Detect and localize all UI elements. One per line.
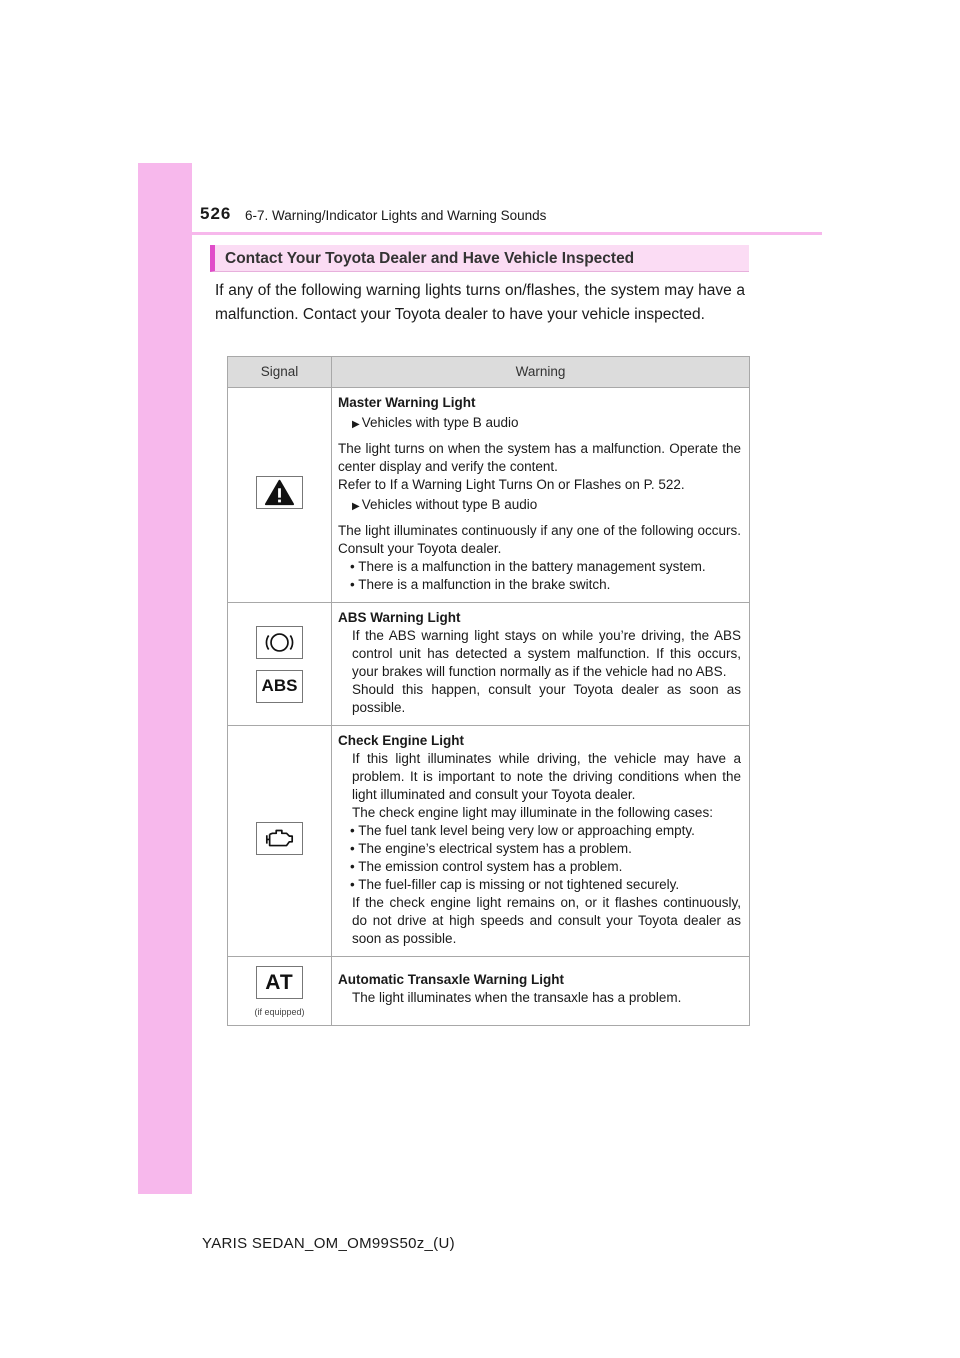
master-sub1 (338, 414, 741, 434)
signal-cell (228, 603, 332, 726)
table-header-row (228, 357, 750, 388)
at-icon: AT (256, 966, 303, 999)
table-row (228, 603, 750, 726)
warning-cell (332, 388, 750, 603)
master-sub1-text: Vehicles with type B audio (361, 415, 519, 430)
master-p1a: The light turns on when the system has a malfunction. Operate the center display and verify the content. (338, 441, 741, 474)
col-signal-header: Signal (228, 357, 332, 388)
master-title: Master Warning Light (338, 395, 476, 410)
abs-circle-icon (256, 626, 303, 659)
master-p2: The light illuminates continuously if any one of the following occurs. Consult your Toyota dealer. (338, 523, 741, 556)
engine-p3: If the check engine light remains on, or it flashes continuously, do not drive at high speeds and consult your Toyota dealer as soon as possible. (352, 895, 741, 946)
signal-cell (228, 726, 332, 957)
abs-p2: Should this happen, consult your Toyota dealer as soon as possible. (352, 682, 741, 715)
table-row (228, 726, 750, 957)
chapter-title: 6-7. Warning/Indicator Lights and Warning Sounds (245, 208, 547, 223)
side-tab-strip (138, 163, 192, 1194)
engine-b1: • The fuel tank level being very low or approaching empty. (350, 823, 695, 838)
warning-cell (332, 603, 750, 726)
master-b2: • There is a malfunction in the brake switch. (350, 577, 611, 592)
engine-title: Check Engine Light (338, 733, 465, 748)
section-title: Contact Your Toyota Dealer and Have Vehicle Inspected (210, 245, 749, 272)
if-equipped-note: (if equipped) (254, 1007, 305, 1017)
master-sub2 (338, 496, 741, 516)
page-number: 526 (200, 204, 232, 223)
table-row (228, 388, 750, 603)
at-p1: The light illuminates when the transaxle has a problem. (352, 990, 682, 1005)
check-engine-icon (256, 822, 303, 855)
warning-table (227, 356, 750, 1026)
abs-p1: If the ABS warning light stays on while you’re driving, the ABS control unit has detected a system malfunction. If this occurs, your brakes will function normally as if the vehicle had no ABS. (352, 628, 741, 679)
intro-paragraph: If any of the following warning lights turns on/flashes, the system may have a malfunction. Contact your Toyota dealer to have your vehicle inspected. (215, 282, 745, 323)
col-warning-header: Warning (332, 357, 750, 388)
triangle-right-icon: ▶ (352, 419, 360, 430)
signal-cell (228, 957, 332, 1026)
footer-model-code: YARIS SEDAN_OM_OM99S50z_(U) (202, 1235, 455, 1252)
abs-title: ABS Warning Light (338, 610, 461, 625)
engine-p1: If this light illuminates while driving, the vehicle may have a problem. It is important to note the driving conditions when the light illuminated and consult your Toyota dealer. (352, 751, 741, 802)
table-row (228, 957, 750, 1026)
warning-triangle-icon (256, 476, 303, 509)
engine-p2: The check engine light may illuminate in the following cases: (352, 805, 713, 820)
master-p1b: Refer to If a Warning Light Turns On or Flashes on P. 522. (338, 477, 685, 492)
engine-b4: • The fuel-filler cap is missing or not tightened securely. (350, 877, 680, 892)
warning-cell (332, 726, 750, 957)
engine-b3: • The emission control system has a problem. (350, 859, 623, 874)
master-b1: • There is a malfunction in the battery management system. (350, 559, 706, 574)
warning-cell (332, 957, 750, 1026)
triangle-right-icon: ▶ (352, 501, 360, 512)
abs-text-icon: ABS (256, 670, 303, 703)
master-sub2-text: Vehicles without type B audio (361, 497, 538, 512)
header-rule (192, 232, 822, 235)
signal-cell (228, 388, 332, 603)
engine-b2: • The engine’s electrical system has a problem. (350, 841, 632, 856)
at-title: Automatic Transaxle Warning Light (338, 972, 565, 987)
